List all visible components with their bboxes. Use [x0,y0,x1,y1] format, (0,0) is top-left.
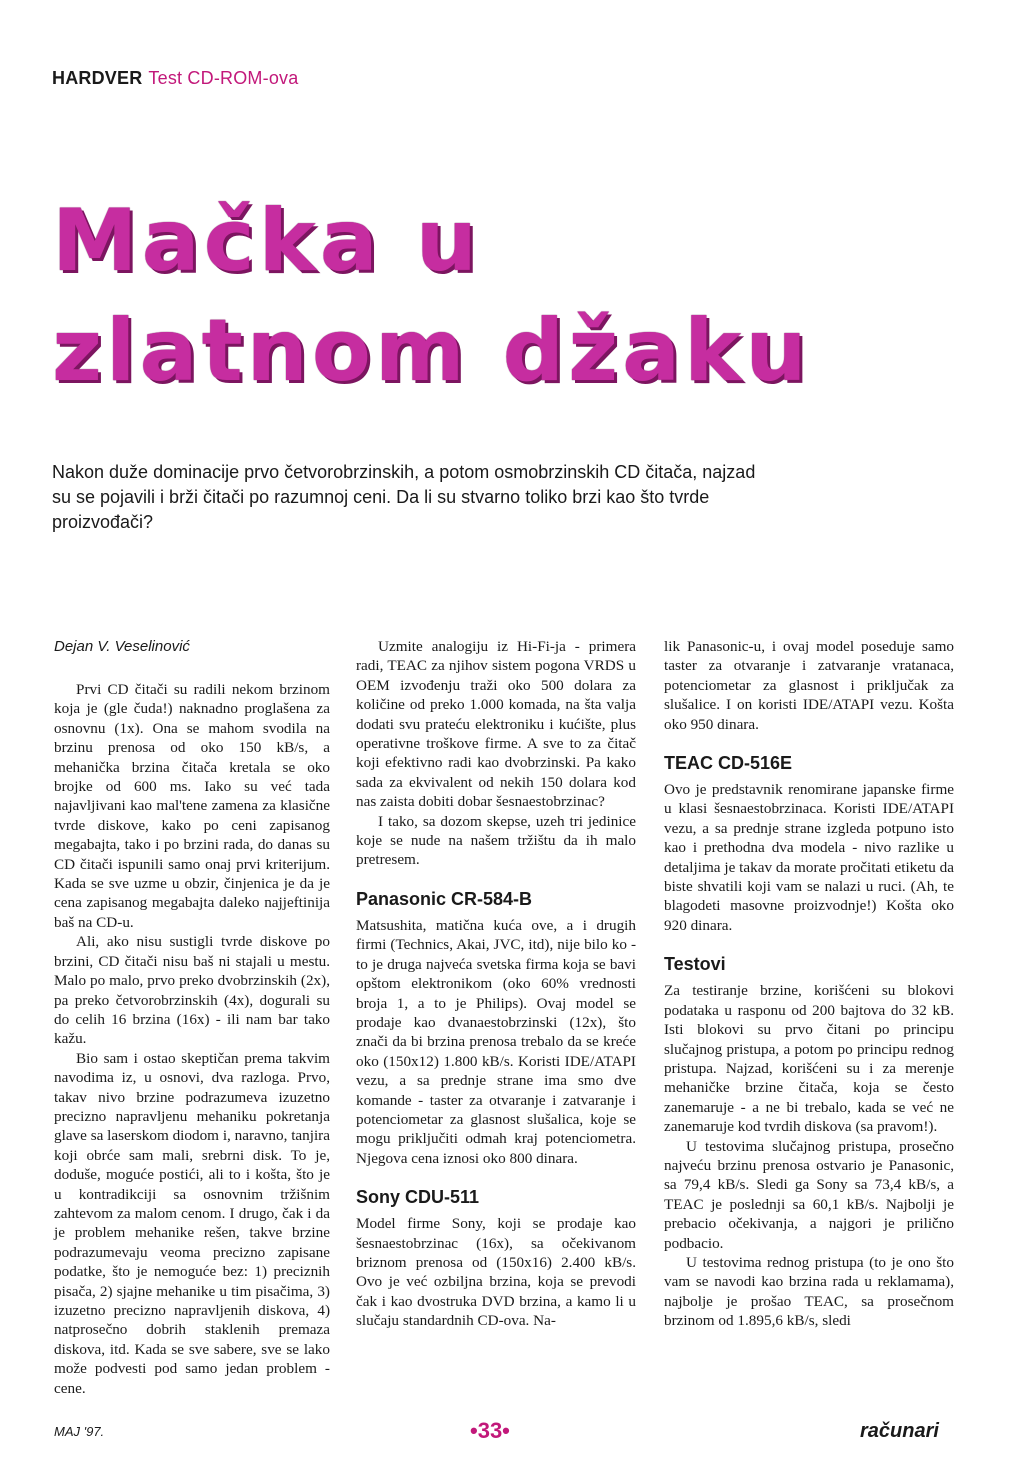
paragraph: Prvi CD čitači su radili nekom brzinom koja je (gle čuda!) naknadno proglašena za osnovnu (1x). Ona se mahom svodila na brzinu prenosa od oko 150 kB/s, a mehanička brzina čitača kretala se oko brojke od 600 ms. Iako su već tada najavljivani kao mal'tene zamena za klasične tvrde diskove, kako po ceni zapisanog megabajta, tako i po brzini rada, do danas su CD čitači ispunili samo onaj prvi kriterijum. Kada se sve uzme u obzir, činjenica je da je cena zapisanog megabajta daleko najjeftinija baš na CD-u. [54,681,330,931]
article-column-2 [356,637,636,1331]
headline-line-2: zlatnom džaku [52,301,811,401]
subheading-sony: Sony CDU-511 [356,1187,480,1208]
section-label: HARDVER [52,68,143,88]
paragraph: Bio sam i ostao skeptičan prema takvim navodima iz, u osnovi, dva razloga. Prvo, takav nivo brzine podrazumeva izuzetno precizno napravljenu mehaniku pokretanja glave sa laserskom diodom i, naravno, tanjira koji obrće sam mali, srebrni disk. To je, doduše, moguće postići, ali to i košta, što je u kontradikciji sa osnovnim tržišnim zahtevom za malom cenom. I drugo, čak i da je problem mehanike rešen, takve brzine podrazumevaju veoma precizno zapisane podatke, što je nemoguće bez: 1) preciznih pisača, 2) sjajne mehanike u tim pisačima, 3) izuzetno precizno napravljenih diskova, 4) natprosečno dobrih staklenih premaza diskova, itd. Kada se sve sabere, sve se lako može podvesti pod samo jedan problem - cene. [54,1049,330,1397]
paragraph: Za testiranje brzine, korišćeni su blokovi podataka u rasponu od 200 bajtova do 32 kB. Isti blokovi su prvo čitani po principu slučajnog pristupa, a potom po principu rednog pristupa. Najzad, korišćeni su i za merenje mehaničke brzine čitača, koja se često zanemaruje - a ne bi trebalo, kada se već ne zanemaruje kod tvrdih diskova (sa pravom!). [664,982,954,1136]
magazine-name: računari [860,1420,939,1442]
paragraph: lik Panasonic-u, i ovaj model poseduje samo taster za otvaranje i zatvaranje vratanaca, potenciometar za glasnost i priključak za slušalice. I on koristi IDE/ATAPI vezu. Košta oko 950 dinara. [664,638,954,733]
paragraph: Model firme Sony, koji se prodaje kao šesnaestobrzinac (16x), sa očekivanom briznom prenosa od (150x16) 2.400 kB/s. Ovo je već ozbiljna brzina, koja se prevodi čak i kao dvostruka DVD brzina, a kamo li u slučaju standardnih CD-ova. Na- [356,1215,636,1330]
headline-line-1: Mačka u [52,191,481,291]
issue-date: MAJ '97. [54,1424,105,1439]
lead-paragraph: Nakon duže dominacije prvo četvorobrzinskih, a potom osmobrzinskih CD čitača, najzad su se pojavili i brži čitači po razumnoj ceni. Da li su stvarno toliko brzi kao što tvrde proizvođači? [52,462,756,532]
paragraph: Uzmite analogiju iz Hi-Fi-ja - primera radi, TEAC za njihov sistem pogona VRDS u OEM izvođenju traži oko 500 dolara za količine od preko 1.000 komada, na šta valja dodati svu prateću elektroniku i kućište, plus operativne troškove firme. A sve to za čitač koji efektivno radi kao dvobrzinski. Pa kako sada za ekvivalent od nekih 150 dolara kod nas zaista dobiti dobar šesnaestobrzinac? [356,638,636,811]
subheading-teac: TEAC CD-516E [664,753,793,774]
paragraph: Matsushita, matična kuća ove, a i drugih firmi (Technics, Akai, JVC, itd), nije bilo ko - to je druga najveća svetska firma koja se bavi opštom elektronikom (oko 60% vrednosti broja 1, a to je Philips). Ovaj model se prodaje kao dvanaestobrzinski (12x), što znači da bi brzina prenosa trebalo da se kreće oko (150x12) 1.800 kB/s. Koristi IDE/ATAPI vezu, a sa prednje strane ima smo dve komande - taster za otvaranje i zatvaranje i potenciometar za glasnost slušalica, koje se mogu priključiti odmah kraj potenciometra. Njegova cena iznosi oko 800 dinara. [356,916,636,1167]
paragraph: Ali, ako nisu sustigli tvrde diskove po brzini, CD čitači nisu baš ni stajali u mestu. Malo po malo, prvo preko dvobrzinskih (2x), pa preko četvorobrzinskih (4x), dogurali su do celih 16 brzina (16x) - ili nam bar tako kažu. [54,933,330,1048]
subheading-tests: Testovi [664,954,726,975]
article-column-3 [664,637,954,1331]
author-byline: Dejan V. Veselinović [54,638,190,655]
paragraph: U testovima rednog pristupa (to je ono što vam se navodi kao brzina rada u reklamama), najbolje je prošao TEAC, sa prosečnom brzinom od 1.895,6 kB/s, sledi [664,1253,954,1330]
subheading-panasonic: Panasonic CR-584-B [356,888,533,909]
paragraph: Ovo je predstavnik renomirane japanske firme u klasi šesnaestobrzinaca. Koristi IDE/ATAPI vezu, a sa prednje strane izgleda potpuno isto kao i prethodna dva modela - nivo razlike u detaljima je takav da morate pročitati etiketu da biste shvatili koji vam se nalazi u ruci. (Ah, te blagodeti masovne proizvodnje!) Košta oko 920 dinara. [664,781,954,934]
article-column-1 [54,680,330,1398]
paragraph: U testovima slučajnog pristupa, prosečno najveću brzinu prenosa ostvario je Panasonic, sa 79,4 kB/s. Sledi ga Sony sa 73,4 kB/s, a TEAC je poslednji sa 60,1 kB/s. Najbolji je prebacio očekivanja, a najgori je prilično podbacio. [664,1137,954,1252]
topic-label: Test CD-ROM-ova [148,68,299,88]
page-number: •33• [470,1418,510,1443]
section-header [52,68,298,89]
paragraph: I tako, sa dozom skepse, uzeh tri jedinice koje se nude na našem tržištu da ih malo pretresem. [356,812,636,869]
